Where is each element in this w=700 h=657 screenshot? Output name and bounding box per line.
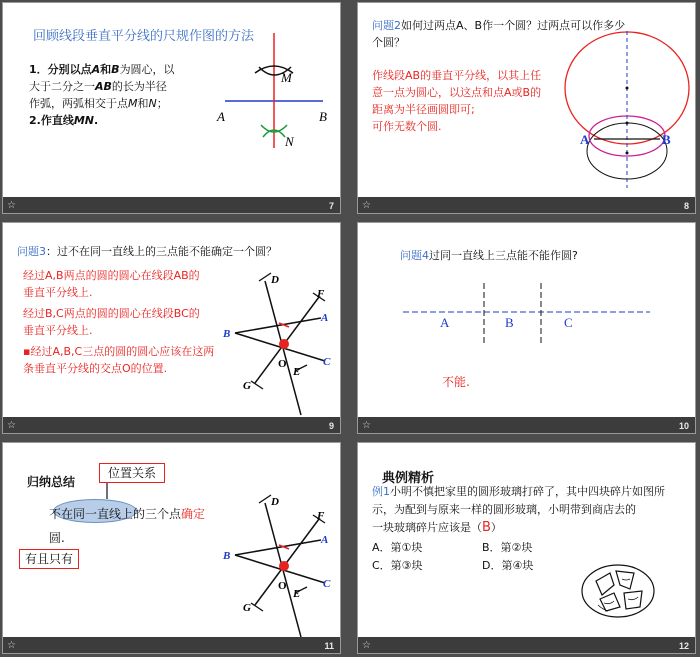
label-A: A [217, 109, 225, 124]
slide-12[interactable] [357, 442, 696, 654]
label-E: E [293, 366, 301, 378]
label-M: M [281, 70, 292, 85]
slide-footer [358, 417, 695, 433]
question-text: 问题3：过不在同一直线上的三点能不能确定一个圆？ [17, 245, 277, 258]
slide-9[interactable] [2, 222, 341, 434]
slide-8[interactable] [357, 2, 696, 214]
three-point-circle-diagram [3, 443, 341, 654]
summary-circle-text: 圆. [49, 531, 65, 545]
label-G: G [243, 380, 251, 392]
slide-7[interactable] [2, 2, 341, 214]
option-b[interactable]: B．第②块 [482, 541, 533, 554]
label-A: A [321, 534, 329, 546]
label-C: C [323, 578, 331, 590]
answer-text: 不能. [442, 375, 470, 389]
label-O: O [278, 580, 287, 592]
position-relation-box: 位置关系 [99, 463, 165, 483]
slide-footer [3, 637, 340, 653]
label-A: A [580, 132, 590, 147]
label-C: C [323, 356, 331, 368]
example-text: 例1小明不慎把家里的圆形玻璃打碎了，其中四块碎片如图所 示，为配到与原来一样的圆形玻璃，小明带到商店去的 一块玻璃碎片应该是（B） [372, 485, 665, 536]
label-C: C [564, 315, 573, 330]
slide-footer [358, 197, 695, 213]
label-A: A [440, 315, 450, 330]
label-B: B [223, 328, 231, 340]
question-label: 问题3 [17, 245, 46, 258]
slide-footer [3, 417, 340, 433]
answer-text: 作线段AB的垂直平分线，以其上任 意一点为圆心，以这点和点A或B的 距离为半径画圆即可; 可作无数个圆. [372, 69, 542, 134]
label-O: O [278, 358, 287, 370]
question-label: 问题2 [372, 19, 401, 32]
question-text: 问题2如何过两点A、B作一个圆？过两点可以作多少 个圆？ [372, 19, 626, 50]
circles-diagram [358, 3, 696, 214]
question-text: 问题4过同一直线上三点能不能作圆? [400, 249, 578, 262]
label-B: B [319, 109, 327, 124]
option-c[interactable]: C．第③块 [372, 559, 423, 572]
slide-11[interactable] [2, 442, 341, 654]
step-1-text: 1．分别以点A和B为圆心，以 大于二分之一AB的长为半径 作弧，两弧相交于点M和N； 2.作直线MN. [29, 63, 175, 128]
label-A: A [321, 312, 329, 324]
broken-glass-figure [358, 443, 696, 654]
slide-footer [358, 637, 695, 653]
summary-heading: 归纳总结 [27, 475, 76, 489]
slide-footer [3, 197, 340, 213]
star-icon[interactable]: ☆ [7, 200, 16, 211]
slide-number: 10 [678, 421, 689, 431]
explanation-text: 经过A,B两点的圆的圆心在线段AB的 垂直平分线上. 经过B,C两点的圆的圆心在线段BC的 垂直平分线上. ▪经过A,B,C三点的圆的圆心应该在这两 条垂直平分线的交点O的位置. [23, 269, 215, 376]
slide-number: 7 [328, 201, 334, 211]
collinear-points-diagram [358, 223, 696, 434]
star-icon[interactable]: ☆ [362, 420, 371, 431]
label-G: G [243, 602, 251, 614]
summary-main-text: 不在同一直线上的三个点确定 [49, 507, 206, 521]
star-icon[interactable]: ☆ [362, 640, 371, 651]
slide-title: 回顾线段垂直平分线的尺规作图的方法 [33, 29, 255, 44]
option-a[interactable]: A．第①块 [372, 541, 423, 554]
question-label: 问题4 [400, 249, 429, 262]
slide-number: 12 [678, 641, 689, 651]
label-B: B [505, 315, 514, 330]
label-D: D [271, 274, 279, 286]
example-label: 例1 [372, 485, 390, 498]
label-F: F [317, 510, 325, 522]
three-point-circle-diagram [3, 223, 341, 434]
slide-number: 8 [683, 201, 689, 211]
exactly-one-box: 有且只有 [19, 549, 79, 569]
label-N: N [285, 134, 294, 149]
slide-number: 11 [324, 641, 334, 651]
star-icon[interactable]: ☆ [7, 420, 16, 431]
option-d[interactable]: D．第④块 [482, 559, 534, 572]
label-B: B [662, 132, 671, 147]
label-B: B [223, 550, 231, 562]
label-F: F [317, 288, 325, 300]
star-icon[interactable]: ☆ [362, 200, 371, 211]
star-icon[interactable]: ☆ [7, 640, 16, 651]
slide-number: 9 [328, 421, 334, 431]
example-heading: 典例精析 [382, 471, 435, 486]
label-D: D [271, 496, 279, 508]
perpendicular-bisector-diagram [3, 3, 341, 214]
slide-10[interactable] [357, 222, 696, 434]
label-E: E [293, 588, 301, 600]
answer-value: B [482, 520, 491, 536]
